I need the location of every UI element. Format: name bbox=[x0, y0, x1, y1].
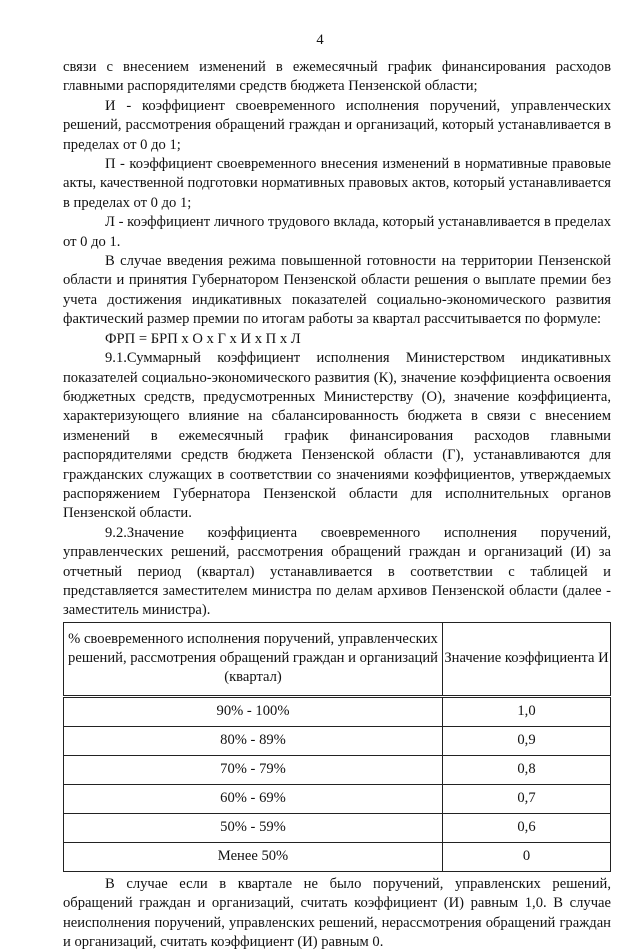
document-body bbox=[63, 58, 611, 952]
table-cell-range: 60% - 69% bbox=[64, 784, 443, 813]
table-cell-value: 1,0 bbox=[443, 696, 611, 726]
table-row bbox=[64, 784, 611, 813]
table-cell-value: 0,9 bbox=[443, 726, 611, 755]
table-cell-value: 0 bbox=[443, 842, 611, 871]
table-cell-value: 0,6 bbox=[443, 813, 611, 842]
table-cell-range: 70% - 79% bbox=[64, 755, 443, 784]
table-cell-range: Менее 50% bbox=[64, 842, 443, 871]
table-row bbox=[64, 813, 611, 842]
table-header-row bbox=[64, 622, 611, 696]
paragraph-9-1: 9.1.Суммарный коэффициент исполнения Министерством индикативных показателей социально-экономического развития (К), значение коэффициента освоения бюджетных средств, предусмотренных Министерству (О), значение коэффициента, характеризующего влияние на сбалансированность бюджета в связи с внесением изменений в ежемесячный график финансирования расходов главными распорядителями средств бюджета Пензенской области (Г), устанавливаются для гражданских служащих в соответствии со значениями коэффициентов, утверждаемых распоряжением Губернатора Пензенской области для исполнительных органов Пензенской области. bbox=[63, 350, 611, 522]
paragraph-coefficient-i: И - коэффициент своевременного исполнения поручений, управленческих решений, рассмотрения обращений граждан и организаций, который устанавливается в пределах от 0 до 1; bbox=[63, 97, 611, 153]
paragraph-continuation: связи с внесением изменений в ежемесячный график финансирования расходов главными распорядителями средств бюджета Пензенской области; bbox=[63, 59, 611, 95]
table-header-percent: % своевременного исполнения поручений, управленческих решений, рассмотрения обращений граждан и организаций (квартал) bbox=[64, 622, 443, 696]
page-number: 4 bbox=[316, 32, 324, 48]
formula: ФРП = БРП х О х Г х И х П х Л bbox=[105, 330, 301, 347]
table-cell-value: 0,8 bbox=[443, 755, 611, 784]
table-cell-range: 50% - 59% bbox=[64, 813, 443, 842]
table-row bbox=[64, 842, 611, 871]
table-cell-value: 0,7 bbox=[443, 784, 611, 813]
paragraph-9-2: 9.2.Значение коэффициента своевременного исполнения поручений, управленческих решений, рассмотрения обращений граждан и организаций (И) за отчетный период (квартал) устанавливается в соответствии с таблицей и представляется заместителем министра по делам архивов Пензенской области (далее - заместитель министра). bbox=[63, 524, 611, 619]
table-row bbox=[64, 755, 611, 784]
table-cell-range: 90% - 100% bbox=[64, 696, 443, 726]
table-cell-range: 80% - 89% bbox=[64, 726, 443, 755]
paragraph-high-alert-regime: В случае введения режима повышенной готовности на территории Пензенской области и принятия Губернатором Пензенской области решения о выплате премии без учета достижения индикативных показателей социально-экономического развития фактический размер премии по итогам работы за квартал рассчитывается по формуле: bbox=[63, 253, 611, 328]
table-row bbox=[64, 726, 611, 755]
table-row bbox=[64, 696, 611, 726]
paragraph-after-table: В случае если в квартале не было поручений, управленских решений, обращений граждан и организаций, считать коэффициент (И) равным 1,0. В случае неисполнения поручений, управленских решений, нерассмотрения обращений граждан и организаций, считать коэффициент (И) равным 0. bbox=[63, 875, 611, 950]
paragraph-coefficient-p: П - коэффициент своевременного внесения изменений в нормативные правовые акты, качественной подготовки нормативных правовых актов, который устанавливается в пределах от 0 до 1; bbox=[63, 156, 611, 211]
coefficient-table bbox=[63, 622, 611, 872]
paragraph-coefficient-l: Л - коэффициент личного трудового вклада, который устанавливается в пределах от 0 до 1. bbox=[63, 214, 611, 250]
table-header-value: Значение коэффициента И bbox=[443, 622, 611, 696]
